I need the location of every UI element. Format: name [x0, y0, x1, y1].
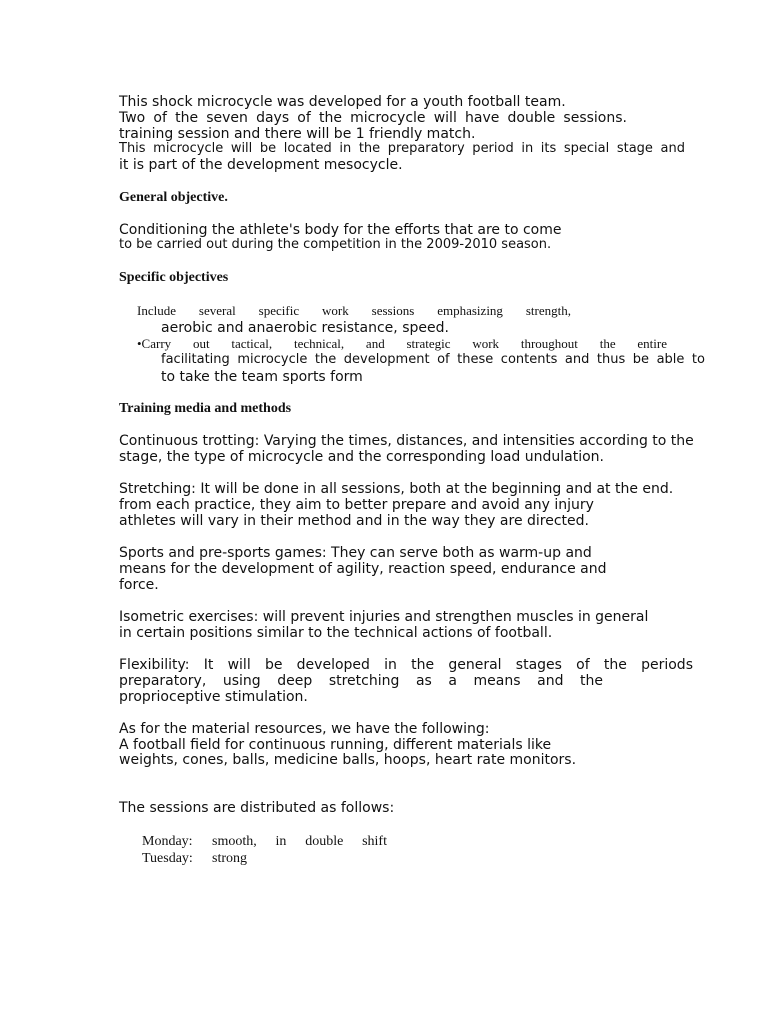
methods-heading: Training media and methods: [119, 401, 292, 416]
intro-line-1: This shock microcycle was developed for a youth football team.: [119, 94, 566, 110]
materials-line-3: weights, cones, balls, medicine balls, hoops, heart rate monitors.: [119, 752, 577, 768]
stretching-line-2: from each practice, they aim to better prepare and avoid any injury: [119, 497, 594, 513]
flexibility-line-3: proprioceptive stimulation.: [119, 689, 308, 705]
specific-item-2-line-3: to take the team sports form: [161, 369, 363, 385]
session-desc-monday: smooth, in double shift: [212, 834, 387, 849]
trotting-line-2: stage, the type of microcycle and the corresponding load undulation.: [119, 449, 604, 465]
specific-item-1-line-2: aerobic and anaerobic resistance, speed.: [161, 320, 449, 336]
intro-line-3: training session and there will be 1 friendly match.: [119, 126, 476, 142]
trotting-line-1: Continuous trotting: Varying the times, distances, and intensities according to the: [119, 433, 694, 449]
general-objective-heading: General objective.: [119, 190, 228, 205]
general-objective-line-1: Conditioning the athlete's body for the efforts that are to come: [119, 222, 562, 238]
session-day-tuesday: Tuesday:: [142, 851, 193, 866]
specific-item-2-line-2: facilitating microcycle the development of these contents and thus be able to: [161, 352, 705, 367]
intro-line-5: it is part of the development mesocycle.: [119, 157, 403, 173]
specific-item-2-line-1: •Carry out tactical, technical, and strategic work throughout the entire: [137, 336, 667, 351]
specific-item-1-line-1: Include several specific work sessions emphasizing strength,: [137, 303, 571, 318]
sports-games-line-2: means for the development of agility, reaction speed, endurance and: [119, 561, 607, 577]
specific-objectives-heading: Specific objectives: [119, 270, 229, 285]
flexibility-line-1: Flexibility: It will be developed in the general stages of the periods: [119, 657, 693, 673]
isometric-line-1: Isometric exercises: will prevent injuries and strengthen muscles in general: [119, 609, 649, 625]
stretching-line-3: athletes will vary in their method and in the way they are directed.: [119, 513, 589, 529]
session-day-monday: Monday:: [142, 834, 193, 849]
sports-games-line-1: Sports and pre-sports games: They can serve both as warm-up and: [119, 545, 592, 561]
materials-line-1: As for the material resources, we have the following:: [119, 721, 490, 737]
stretching-line-1: Stretching: It will be done in all sessions, both at the beginning and at the end.: [119, 481, 674, 497]
sports-games-line-3: force.: [119, 577, 159, 593]
general-objective-line-2: to be carried out during the competition in the 2009-2010 season.: [119, 237, 552, 252]
intro-line-4: This microcycle will be located in the preparatory period in its special stage and: [119, 141, 685, 156]
sessions-intro: The sessions are distributed as follows:: [119, 800, 395, 816]
intro-line-2: Two of the seven days of the microcycle will have double sessions.: [119, 110, 627, 126]
isometric-line-2: in certain positions similar to the technical actions of football.: [119, 625, 553, 641]
materials-line-2: A football field for continuous running, different materials like: [119, 737, 552, 753]
session-desc-tuesday: strong: [212, 851, 247, 866]
flexibility-line-2: preparatory, using deep stretching as a means and the: [119, 673, 603, 689]
